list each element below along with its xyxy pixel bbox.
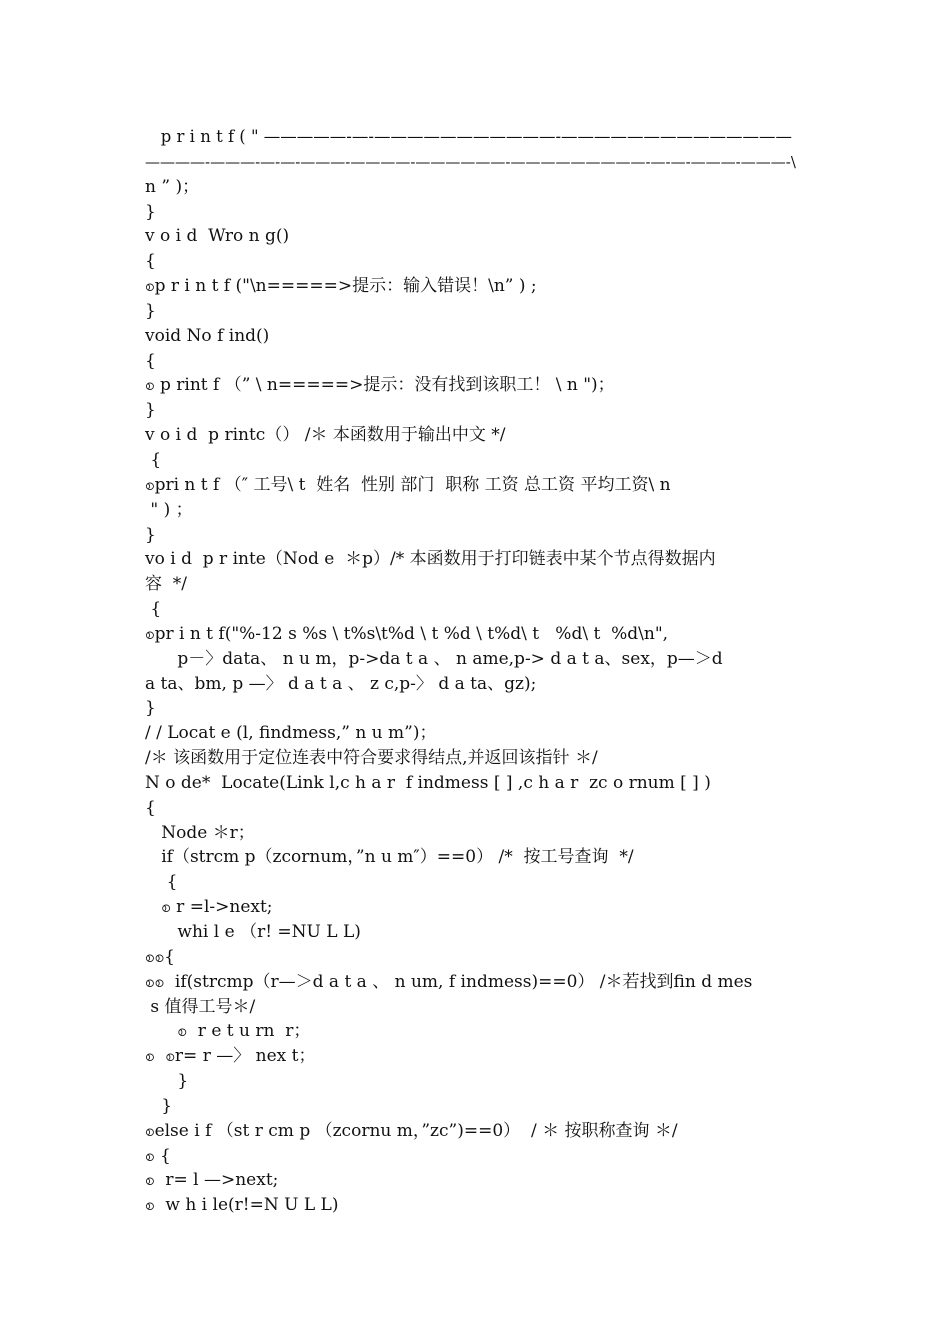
- code-line: v o i d p rintc（） /＊ 本函数用于输出中文 */: [145, 425, 506, 446]
- code-line: s 值得工号＊/: [145, 996, 256, 1017]
- code-line: }: [145, 524, 156, 545]
- code-line: စelse i f （st r cm p （zcornu m，”zc”)==0） / ＊ 按职称查询 ＊/: [145, 1120, 678, 1141]
- code-line: }: [145, 400, 156, 421]
- code-line: 容 */: [145, 574, 188, 595]
- code-line: a ta、bm, p —〉 d a t a 、 z c,p-〉 d a ta、gz);: [145, 673, 537, 694]
- code-line: void No f ind(): [145, 325, 270, 346]
- code-line: စpr i n t f("%-12 s %s \ t%s\t%d \ t %d \ t%d\ t %d\ t %d\n",: [145, 623, 669, 644]
- code-line: {: [145, 350, 156, 371]
- code-line: စpri n t f （″ 工号\ t 姓名 性别 部门 职称 工资 总工资 平均工资\ n: [145, 474, 671, 495]
- code-line: စp r i n t f ("\n=====>提示：输入错误！\n” ) ;: [145, 276, 537, 297]
- code-line: " ) ；: [145, 499, 193, 520]
- code-line: / / Locat e (l, findmess,” n u m”)；: [145, 723, 437, 744]
- code-line: စ r =l->next;: [145, 897, 273, 918]
- code-line: p r i n t f ( " —————-—-———————————-——————————————: [145, 127, 793, 146]
- code-line: စ w h i le(r!=N U L L): [145, 1195, 339, 1216]
- code-line: စ စr= r —〉 nex t；: [145, 1046, 316, 1067]
- code-line: }: [145, 1095, 173, 1116]
- code-line: {: [145, 599, 162, 620]
- code-line: Node ＊r；: [145, 822, 255, 843]
- code-line: }: [145, 201, 156, 222]
- code-line: n ” )；: [145, 176, 200, 197]
- code-line: {: [145, 251, 156, 272]
- code-line: }: [145, 698, 156, 719]
- code-line: ————-———-—-—-———-————-——————-—————————-—-—-———-———-\: [145, 152, 796, 171]
- code-line: N o de* Locate(Link l,c h a r f indmess [ ] ,c h a r zc o rnum [ ] ): [145, 772, 711, 793]
- code-line: စစ if(strcmp（r—＞d a t a 、 n um, f indmess)==0） /＊若找到fin d mes: [145, 971, 753, 992]
- code-line: if（strcm p（zcornum，”n u m″）==0） /* 按工号查询 */: [145, 847, 634, 868]
- code-line: စ {: [145, 1145, 171, 1166]
- code-line: whi l e （r! =NU L L): [145, 922, 361, 942]
- code-line: /＊ 该函数用于定位连表中符合要求得结点,并返回该指针 ＊/: [145, 748, 598, 769]
- code-line: စစ{: [145, 946, 175, 967]
- code-line: v o i d Wro n g(): [145, 226, 290, 247]
- document-page: [145, 125, 810, 1218]
- code-line: စ p rint f （” \ n=====>提示：没有找到该职工！ \ n ")；: [145, 375, 615, 396]
- code-line: စ r e t u rn r；: [145, 1021, 311, 1042]
- code-line: p－〉data、 n u m，p->da t a 、 n ame,p-> d a t a、sex，p—＞d: [145, 648, 723, 669]
- code-line: }: [145, 300, 156, 321]
- code-line: {: [145, 872, 178, 893]
- code-line: }: [145, 1071, 189, 1092]
- code-line: စ r= l —>next;: [145, 1170, 279, 1191]
- code-line: {: [145, 449, 162, 470]
- code-line: vo i d p r inte（Nod e ＊p）/* 本函数用于打印链表中某个节点得数据内: [145, 549, 716, 570]
- code-line: {: [145, 797, 156, 818]
